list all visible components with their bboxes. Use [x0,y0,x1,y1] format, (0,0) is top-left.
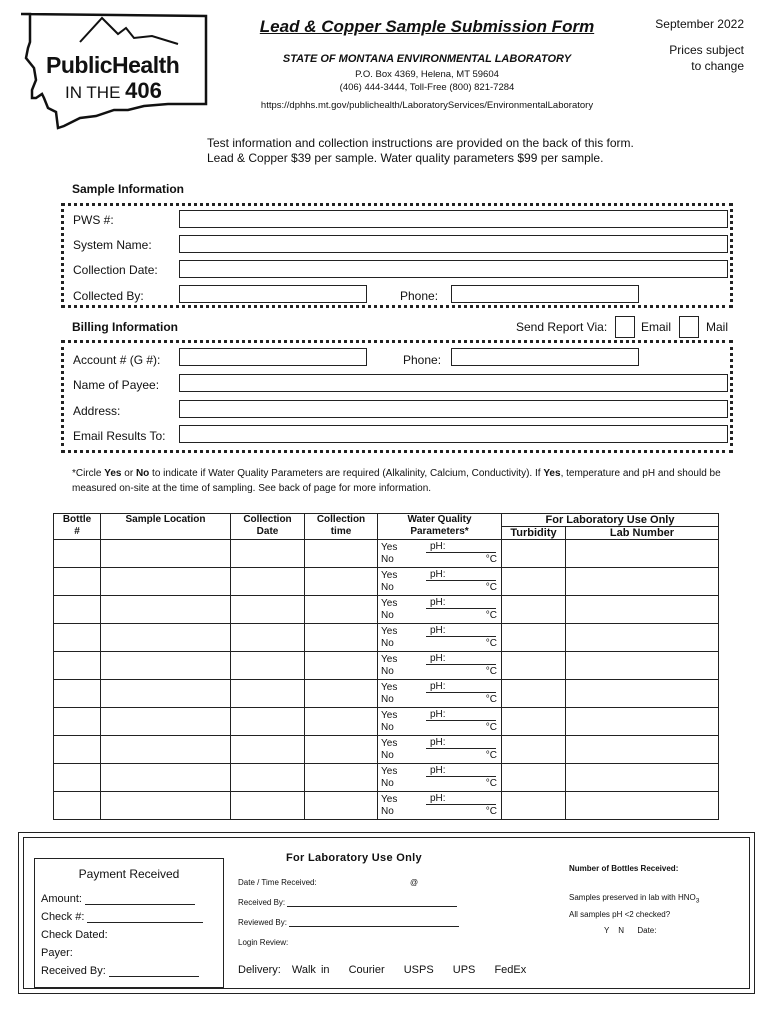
form-date: September 2022 [655,17,744,31]
preserved-label: Samples preserved in lab with HNO [569,893,696,902]
wq-header [378,514,502,540]
wq-cell[interactable] [378,708,502,736]
collection-date-cell[interactable] [231,540,305,568]
address-field[interactable] [179,400,728,418]
test-info [207,136,634,166]
amount-line[interactable] [85,893,195,905]
temp-unit: °C [485,554,497,565]
wq-no[interactable]: No [381,806,394,817]
location-cell[interactable] [101,680,231,708]
ph-label: pH: [430,625,446,636]
received-by-line[interactable] [109,965,199,977]
received-by-row [41,965,199,977]
ph-label: pH: [430,653,446,664]
phone-line: (406) 444-3444, Toll-Free (800) 821-7284 [339,82,515,93]
temp-unit: °C [485,638,497,649]
collection-time-cell[interactable] [305,596,378,624]
ph-label: pH: [430,541,446,552]
info-line-2: Lead & Copper $39 per sample. Water quality parameters $99 per sample. [207,151,604,165]
location-cell[interactable] [101,708,231,736]
table-row [54,736,719,764]
wq-no[interactable]: No [381,610,394,621]
collection-time-cell[interactable] [305,652,378,680]
date-label: Date: [637,926,657,935]
ph-label: pH: [430,709,446,720]
location-cell[interactable] [101,652,231,680]
agency-name: STATE OF MONTANA ENVIRONMENTAL LABORATORY [282,53,572,65]
ph-label: pH: [430,737,446,748]
wq-yes[interactable]: Yes [381,682,398,693]
turbidity-cell [502,792,566,820]
lab-use-title: For Laboratory Use Only [286,852,422,864]
collected-by-label: Collected By: [73,289,144,303]
collection-time-cell[interactable] [305,680,378,708]
ph-line [426,720,496,721]
email-results-label: Email Results To: [73,429,166,443]
preserved-sub: 3 [695,897,700,905]
email-label: Email [641,320,672,334]
bottle-cell[interactable] [54,652,101,680]
wq-yes[interactable]: Yes [381,626,398,637]
wq-cell[interactable] [378,736,502,764]
wq-yes[interactable]: Yes [381,654,398,665]
bottles-received: Number of Bottles Received: [569,864,679,873]
turbidity-cell [502,736,566,764]
sample-phone-field[interactable] [451,285,639,303]
ph-line [426,580,496,581]
prices-line-1: Prices subject [669,43,744,57]
logo-406: 406 [125,78,162,103]
note-part: or [121,468,136,479]
wq-no[interactable]: No [381,694,394,705]
preserved-row [569,893,699,905]
collection-time-cell[interactable] [305,764,378,792]
ctime-header-l2: time [330,526,352,537]
ph-label: pH: [430,569,446,580]
table-row [54,708,719,736]
ph-line [426,608,496,609]
ph-label: pH: [430,765,446,776]
temp-unit: °C [485,806,497,817]
collection-date-cell[interactable] [231,792,305,820]
delivery-row [238,964,540,976]
pws-field[interactable] [179,210,728,228]
bottle-cell[interactable] [54,764,101,792]
note-part: , temperature and pH and should be measured on-site at the time of sampling. See back of page for more information. [72,468,721,494]
check-row [41,911,203,923]
received-by-small-label: Received By: [238,898,286,907]
collection-date-header [231,514,305,540]
bottle-cell[interactable] [54,680,101,708]
turbidity-cell [502,708,566,736]
lab-number-cell [566,624,719,652]
pws-label: PWS #: [73,213,114,227]
wq-cell[interactable] [378,764,502,792]
ph-label: pH: [430,793,446,804]
wq-block [378,596,501,623]
form-title: Lead & Copper Sample Submission Form [259,17,595,36]
date-time-received: Date / Time Received: [238,878,317,887]
collection-date-cell[interactable] [231,708,305,736]
prices-note [624,42,744,74]
bottle-header [54,514,101,540]
agency-address [222,68,632,94]
delivery-courier[interactable]: Courier [348,964,385,976]
public-health-logo [18,12,210,130]
lab-number-cell [566,736,719,764]
location-cell[interactable] [101,596,231,624]
send-report-label: Send Report Via: [516,320,608,334]
wq-yes[interactable]: Yes [381,710,398,721]
wq-yes[interactable]: Yes [381,542,398,553]
wq-no[interactable]: No [381,554,394,565]
delivery-walk-in[interactable]: Walk in [291,964,330,976]
table-row [54,652,719,680]
billing-info-heading: Billing Information [72,320,178,334]
bottle-header-l2: # [74,526,80,537]
note-no: No [135,468,150,479]
ph-line [426,692,496,693]
wq-no[interactable]: No [381,666,394,677]
wq-block [378,568,501,595]
ph-line [426,636,496,637]
delivery-label: Delivery: [238,964,281,976]
wq-no[interactable]: No [381,750,394,761]
ph-line [426,804,496,805]
wq-cell[interactable] [378,540,502,568]
wq-header-l2: Parameters* [410,526,469,537]
lab-number-cell [566,652,719,680]
n-option[interactable]: N [618,926,625,935]
collection-time-cell[interactable] [305,624,378,652]
turbidity-cell [502,540,566,568]
amount-label: Amount: [41,893,82,905]
reviewed-by-label: Reviewed By: [238,918,287,927]
wq-no[interactable]: No [381,722,394,733]
payee-field[interactable] [179,374,728,392]
received-by-small-line[interactable] [287,898,457,907]
payee-label: Name of Payee: [73,378,160,392]
payment-box [34,858,224,988]
check-label: Check #: [41,911,85,923]
logo-public-health-text: PublicHealth [46,52,180,78]
turbidity-cell [502,764,566,792]
temp-unit: °C [485,666,497,677]
wq-yes[interactable]: Yes [381,766,398,777]
wq-note [72,466,732,496]
collection-time-cell[interactable] [305,540,378,568]
collection-time-cell[interactable] [305,568,378,596]
logo-in-the: IN THE [65,83,121,102]
wq-yes[interactable]: Yes [381,570,398,581]
logo-in-the-text [65,78,162,104]
table-row [54,792,719,820]
payment-title: Payment Received [78,867,180,881]
sample-rows [54,540,719,820]
note-yes: Yes [543,468,561,479]
collection-date-cell[interactable] [231,596,305,624]
system-name-field[interactable] [179,235,728,253]
wq-block [378,652,501,679]
temp-unit: °C [485,778,497,789]
note-part: to indicate if Water Quality Parameters are required (Alkalinity, Calcium, Conductivity). If [149,468,544,479]
ctime-header-l1: Collection [316,514,366,525]
collection-time-header [305,514,378,540]
email-results-field[interactable] [179,425,728,443]
wq-cell[interactable] [378,792,502,820]
prices-line-2: to change [691,59,744,73]
cdate-header-l2: Date [256,526,279,537]
wq-block [378,540,501,567]
reviewed-by-line[interactable] [289,918,459,927]
mail-label: Mail [706,320,729,334]
collection-date-cell[interactable] [231,764,305,792]
ph-line [426,664,496,665]
login-review: Login Review: [238,938,289,947]
temp-unit: °C [485,694,497,705]
bottle-cell[interactable] [54,736,101,764]
account-label: Account # (G #): [73,353,161,367]
wq-cell[interactable] [378,624,502,652]
wq-block [378,680,501,707]
y-n-date-row [604,926,656,935]
lab-number-cell [566,540,719,568]
lab-number-header: Lab Number [566,527,719,540]
wq-block [378,792,501,819]
wq-header-l1: Water Quality [407,514,472,525]
wq-no[interactable]: No [381,582,394,593]
lab-number-cell [566,680,719,708]
collection-date-cell[interactable] [231,624,305,652]
cdate-header-l1: Collection [243,514,292,525]
wq-cell[interactable] [378,652,502,680]
ph-line [426,552,496,553]
turbidity-cell [502,652,566,680]
wq-cell[interactable] [378,596,502,624]
ph-label: pH: [430,681,446,692]
bottle-cell[interactable] [54,624,101,652]
bottle-cell[interactable] [54,596,101,624]
turbidity-cell [502,624,566,652]
system-name-label: System Name: [73,238,152,252]
location-cell[interactable] [101,736,231,764]
collection-date-cell[interactable] [231,652,305,680]
account-field[interactable] [179,348,367,366]
collection-time-cell[interactable] [305,708,378,736]
temp-unit: °C [485,582,497,593]
turbidity-cell [502,596,566,624]
collection-date-cell[interactable] [231,568,305,596]
wq-no[interactable]: No [381,778,394,789]
wq-block [378,708,501,735]
sample-info-heading: Sample Information [72,182,185,196]
address-label: Address: [73,404,121,418]
lab-number-cell [566,708,719,736]
note-part: *Circle [72,468,105,479]
ph-checked: All samples pH <2 checked? [569,910,671,919]
billing-phone-field[interactable] [451,348,639,366]
wq-block [378,764,501,791]
lab-number-cell [566,596,719,624]
delivery-fedex[interactable]: FedEx [494,964,527,976]
lab-number-cell [566,764,719,792]
temp-unit: °C [485,750,497,761]
lab-number-cell [566,568,719,596]
wq-yes[interactable]: Yes [381,598,398,609]
wq-yes[interactable]: Yes [381,738,398,749]
wq-cell[interactable] [378,680,502,708]
collection-date-cell[interactable] [231,680,305,708]
bottle-cell[interactable] [54,568,101,596]
delivery-ups[interactable]: UPS [452,964,476,976]
sample-phone-label: Phone: [400,289,439,303]
billing-phone-label: Phone: [403,353,442,367]
lab-use-inner [23,837,750,989]
delivery-usps[interactable]: USPS [403,964,434,976]
collection-time-cell[interactable] [305,736,378,764]
lab-use-section [18,832,755,994]
table-row [54,596,719,624]
table-row [54,540,719,568]
turbidity-cell [502,680,566,708]
check-dated: Check Dated: [41,929,108,941]
note-yes: Yes [104,468,122,479]
check-line[interactable] [87,911,203,923]
received-by-label: Received By: [41,965,106,977]
collection-date-field[interactable] [179,260,728,278]
location-cell[interactable] [101,764,231,792]
bottle-header-l1: Bottle [62,514,92,525]
email-checkbox[interactable] [615,316,635,338]
location-header: Sample Location [101,514,231,540]
mail-checkbox[interactable] [679,316,699,338]
table-row [54,764,719,792]
ph-line [426,776,496,777]
wq-no[interactable]: No [381,638,394,649]
table-row [54,568,719,596]
bottle-cell[interactable] [54,540,101,568]
turbidity-cell [502,568,566,596]
reviewed-by-row [238,918,459,927]
temp-unit: °C [485,722,497,733]
table-row [54,680,719,708]
received-by-small-row [238,898,457,907]
payer: Payer: [41,947,73,959]
turbidity-header: Turbidity [502,527,566,540]
bottle-cell[interactable] [54,792,101,820]
lab-number-cell [566,792,719,820]
location-cell[interactable] [101,568,231,596]
wq-block [378,624,501,651]
temp-unit: °C [485,610,497,621]
location-cell[interactable] [101,540,231,568]
wq-cell[interactable] [378,568,502,596]
collection-time-cell[interactable] [305,792,378,820]
lab-use-header: For Laboratory Use Only [502,514,719,527]
ph-label: pH: [430,597,446,608]
y-option[interactable]: Y [604,926,610,935]
address-line: P.O. Box 4369, Helena, MT 59604 [355,69,499,80]
bottle-cell[interactable] [54,708,101,736]
at-sign: @ [410,878,419,887]
amount-row [41,893,195,905]
wq-block [378,736,501,763]
wq-yes[interactable]: Yes [381,794,398,805]
info-line-1: Test information and collection instructions are provided on the back of this form. [207,136,634,150]
collection-date-label: Collection Date: [73,263,158,277]
table-row [54,624,719,652]
location-cell[interactable] [101,792,231,820]
agency-url: https://dphhs.mt.gov/publichealth/LaboratoryServices/EnvironmentalLaboratory [260,100,594,111]
location-cell[interactable] [101,624,231,652]
collection-date-cell[interactable] [231,736,305,764]
samples-table [53,513,719,820]
ph-line [426,748,496,749]
collected-by-field[interactable] [179,285,367,303]
